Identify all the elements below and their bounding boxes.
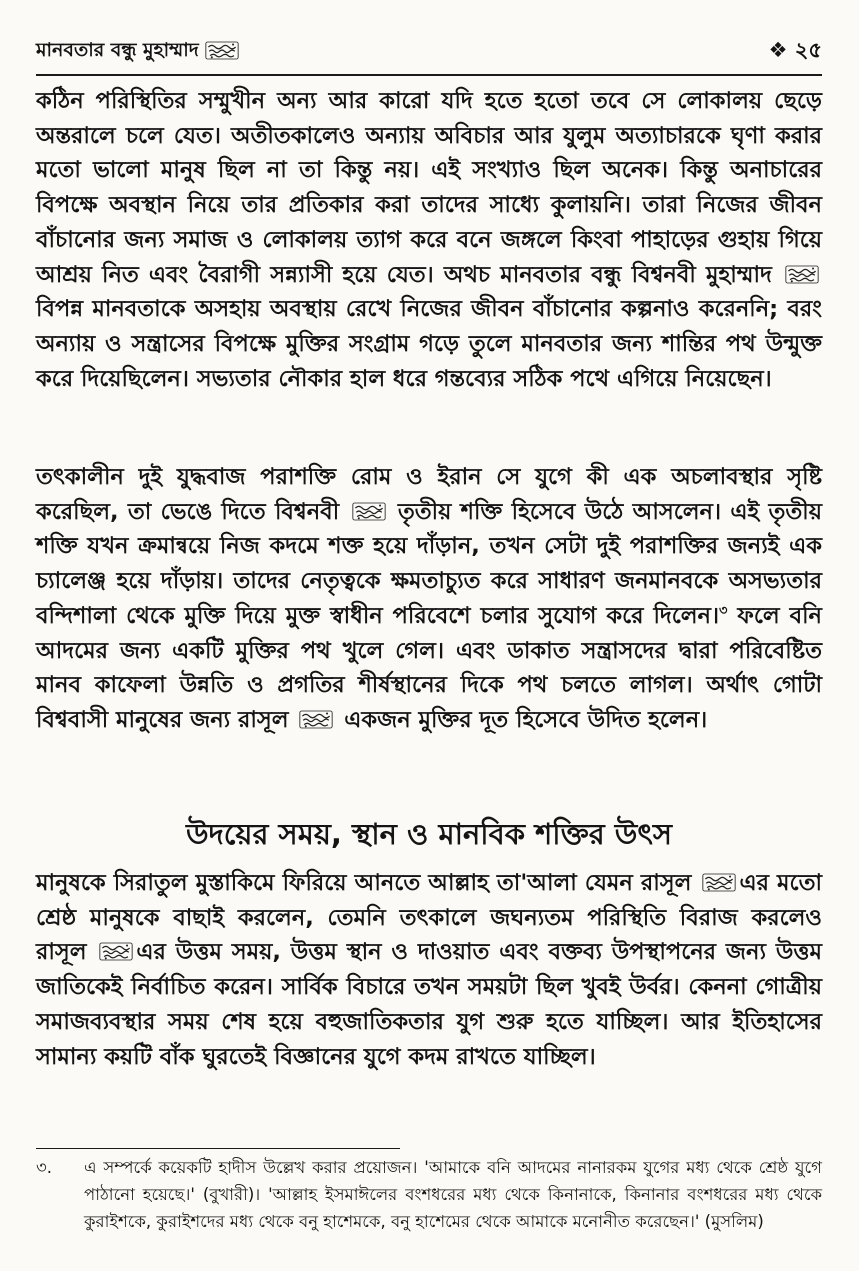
paragraph-2-text-c: ফলে বনি আদমের জন্য একটি মুক্তির পথ খুলে গেল। এবং ডাকাত সন্ত্রাসদের দ্বারা পরিবেষ্টিত মানব কাফেলা উন্নতি ও প্রগতির শীর্ষস্থানের দিকে পথ চলতে লাগল। অর্থাৎ গোটা বিশ্ববাসী মানুষের জন্য রাসূল [36,602,822,733]
paragraph-3 [36,866,822,1074]
salallahu-seal-icon [785,265,819,284]
salallahu-seal-icon [205,41,239,60]
paragraph-2-text-a: তৎকালীন দুই যুদ্ধবাজ পরাশক্তি রোম ও ইরান সে যুগে কী এক অচলাবস্থার সৃষ্টি করেছিল, তা ভেঙে দিতে বিশ্বনবী [36,464,822,525]
paragraph-2-text-d: একজন মুক্তির দূত হিসেবে উদিত হলেন। [344,706,708,733]
paragraph-3-text-a: মানুষকে সিরাতুল মুস্তাকিমে ফিরিয়ে আনতে আল্লাহ তা'আলা যেমন রাসূল [36,870,692,896]
section-heading: উদয়ের সময়, স্থান ও মানবিক শক্তির উৎস [185,817,673,851]
footnote-divider [36,1148,400,1149]
paragraph-2-text-b: তৃতীয় শক্তি হিসেবে উঠে আসলেন। এই তৃতীয় শক্তি যখন ক্রমান্বয়ে নিজ কদমে শক্ত হয়ে দাঁড়ান, তখন সেটা দুই পরাশক্তির জন্যই এক চ্যালেঞ্জ হয়ে দাঁড়ায়। তাদের নেতৃত্বকে ক্ষমতাচ্যুত করে সাধারণ জনমানবকে অসভ্যতার বন্দিশালা থেকে মুক্তি দিয়ে মুক্ত স্বাধীন পরিবেশে চলার সুযোগ করে দিলেন। [36,498,822,629]
paragraph-3-text-b: এর মতো শ্রেষ্ঠ মানুষকে বাছাই করলেন, তেমনি তৎকালে জঘন্যতম পরিস্থিতি বিরাজ করলেও রাসূল [36,870,822,966]
footnote-text: এ সম্পর্কে কয়েকটি হাদীস উল্লেখ করার প্রয়োজন। 'আমাকে বনি আদমের নানারকম যুগের মধ্য থেকে শ্রেষ্ঠ যুগে পাঠানো হয়েছে।' (বুখারী)। 'আল্লাহ ইসমাঈলের বংশধরের মধ্য থেকে কিনানাকে, কিনানার বংশধরের মধ্য থেকে কুরাইশকে, কুরাইশদের মধ্য থেকে বনু হাশেমকে, বনু হাশেমের থেকে আমাকে মনোনীত করেছেন।' (মুসলিম) [84,1158,822,1231]
page-number: ❖ ২৫ [768,38,822,62]
header-title-text: মানবতার বন্ধু মুহাম্মাদ [36,39,199,61]
salallahu-seal-icon [299,710,333,729]
running-header [36,30,822,76]
paragraph-3-text-c: এর উত্তম সময়, উত্তম স্থান ও দাওয়াত এবং বক্তব্য উপস্থাপনের জন্য উত্তম জাতিকেই নির্বাচিত করেন। সার্বিক বিচারে তখন সময়টা ছিল খুবই উর্বর। কেননা গোত্রীয় সমাজব্যবস্থার সময় শেষ হয়ে বহুজাতিকতার যুগ শুরু হতে যাচ্ছিল। আর ইতিহাসের সামান্য কয়টি বাঁক ঘুরতেই বিজ্ঞানের যুগে কদম রাখতে যাচ্ছিল। [36,939,822,1070]
footnote-reference[interactable]: ৩ [719,603,728,619]
paragraph-1 [36,84,822,396]
salallahu-seal-icon [352,502,386,521]
footnote-number: ৩. [36,1158,52,1177]
footnote [36,1154,822,1235]
paragraph-1-continued: বিপন্ন মানবতাকে অসহায় অবস্থায় রেখে নিজের জীবন বাঁচানোর কল্পনাও করেননি; বরং অন্যায় ও সন্ত্রাসের বিপক্ষে মুক্তির সংগ্রাম গড়ে তুলে মানবতার জন্য শান্তির পথ উন্মুক্ত করে দিয়েছিলেন। সভ্যতার নৌকার হাল ধরে গন্তব্যের সঠিক পথে এগিয়ে নিয়েছেন। [36,296,822,392]
paragraph-1-text: কঠিন পরিস্থিতির সম্মুখীন অন্য আর কারো যদি হতে হতো তবে সে লোকালয় ছেড়ে অন্তরালে চলে যেত। অতীতকালেও অন্যায় অবিচার আর যুলুম অত্যাচারকে ঘৃণা করার মতো ভালো মানুষ ছিল না তা কিন্তু নয়। এই সংখ্যাও ছিল অনেক। কিন্তু অনাচারের বিপক্ষে অবস্থান নিয়ে তার প্রতিকার করা তাদের সাধ্যে কুলায়নি। তারা নিজের জীবন বাঁচানোর জন্য সমাজ ও লোকালয় ত্যাগ করে বনে জঙ্গলে কিংবা পাহাড়ের গুহায় গিয়ে আশ্রয় নিত এবং বৈরাগী সন্ন্যাসী হয়ে যেত। অথচ মানবতার বন্ধু বিশ্বনবী মুহাম্মাদ [36,88,822,288]
paragraph-2 [36,460,822,738]
header-title [36,36,242,68]
salallahu-seal-icon [702,873,736,892]
salallahu-seal-icon [99,942,133,961]
